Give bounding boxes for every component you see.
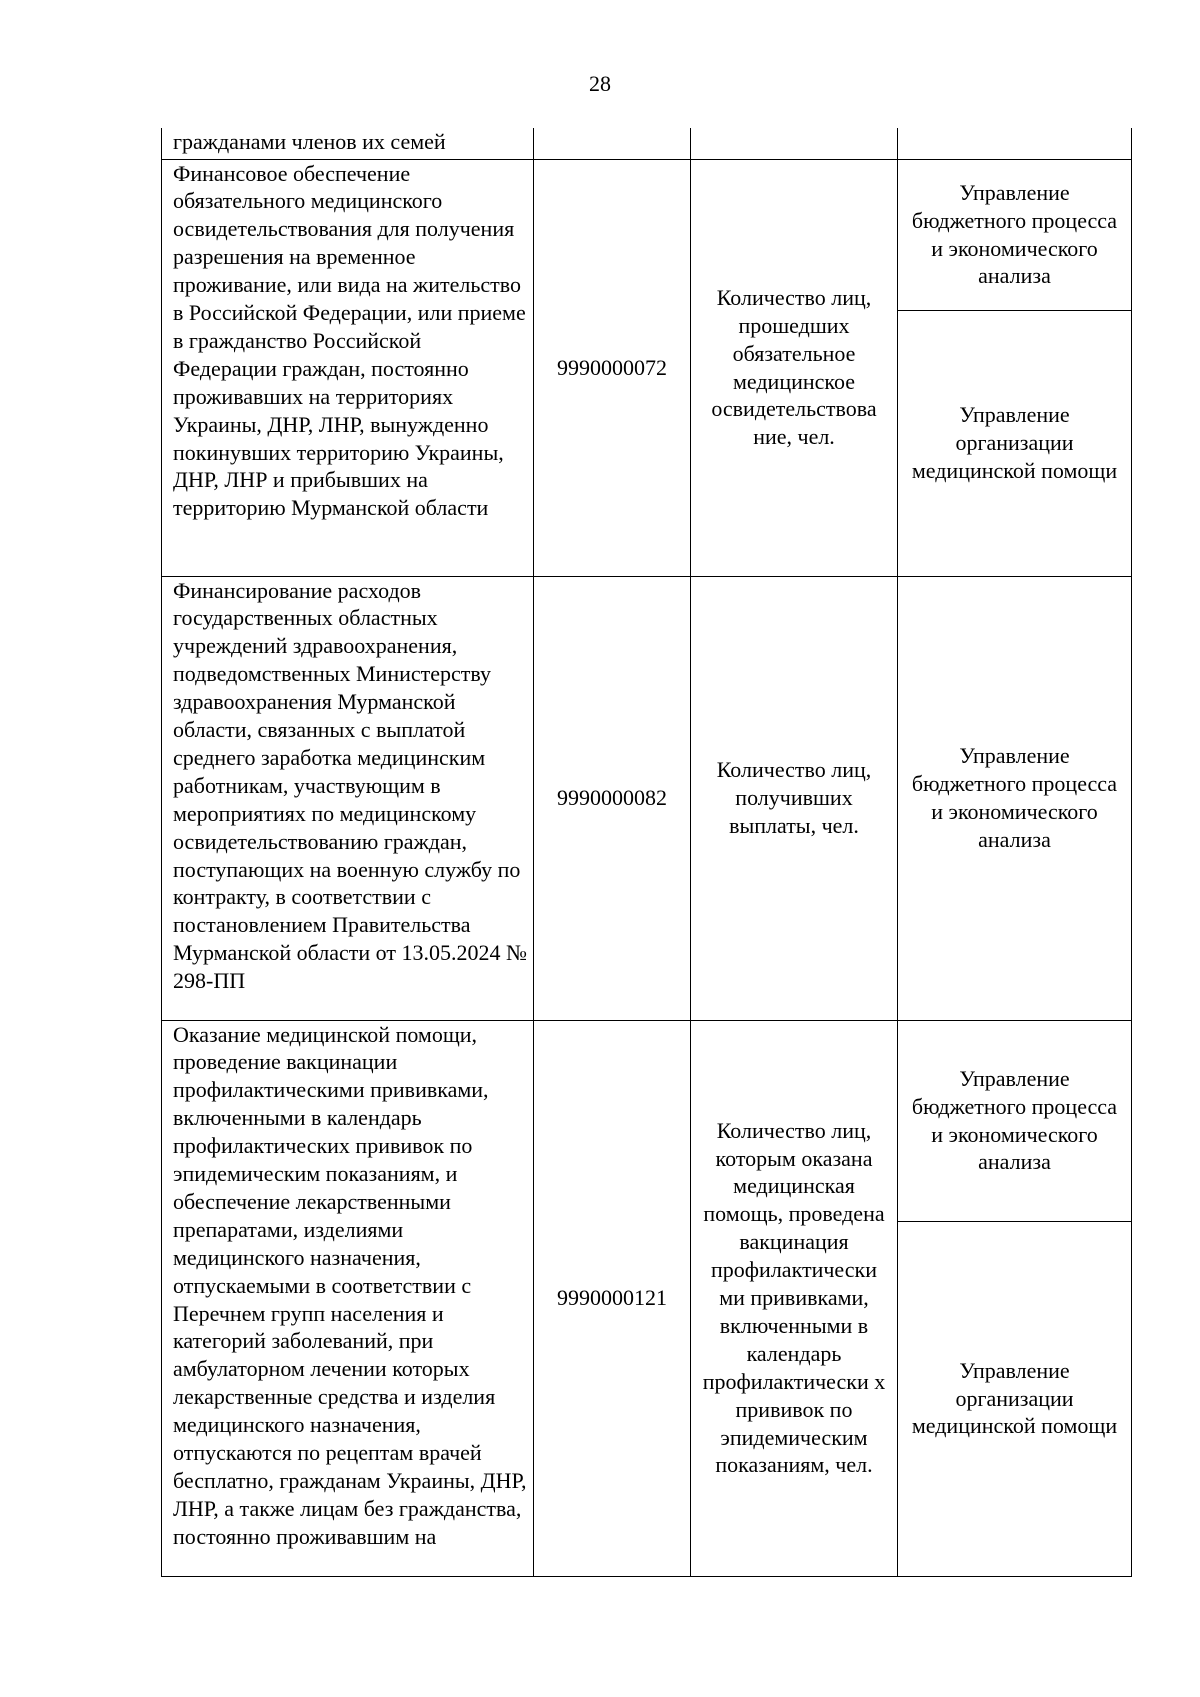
expense-name: Финансирование расходов государственных областных учреждений здравоохранения, подведомственных Министерству здравоохранения Мурманской области, связанных с выплатой среднего заработка медицинским работникам, участвующим в мероприятиях по медицинскому освидетельствованию граждан, поступающих на военную службу по контракту, в соответствии с постановлением Правительства Мурманской области от 13.05.2024 № 298-ПП — [173, 577, 527, 994]
indicator-text: Количество лиц, получивших выплаты, чел. — [716, 757, 872, 838]
responsible-cell — [898, 576, 1132, 1020]
indicator-text: Количество лиц, прошедших обязательное медицинское освидетельствова ние, чел. — [711, 284, 877, 450]
expense-name: Оказание медицинской помощи, проведение вакцинации профилактическими прививками, включенными в календарь профилактических прививок по эпидемическим показаниям, и обеспечение лекарственными препаратами, изделиями медицинского назначения, отпускаемыми в соответствии с Перечнем групп населения и категорий заболеваний, при амбулаторном лечении которых лекарственные средства и изделия медицинского назначения, отпускаются по рецептам врачей бесплатно, гражданам Украины, ДНР, ЛНР, а также лицам без гражданства, постоянно проживавшим на — [173, 1021, 527, 1549]
responsible-department: Управление бюджетного процесса и экономического анализа — [911, 1065, 1118, 1175]
indicator-cell — [691, 1020, 898, 1576]
expense-name-cell — [162, 128, 534, 159]
indicator-cell — [691, 128, 898, 159]
expense-name: Финансовое обеспечение обязательного медицинского освидетельствования для получения разрешения на временное проживание, или вида на жительство в Российской Федерации, или приеме в гражданство Российской Федерации граждан, постоянно проживавших на территориях Украины, ДНР, ЛНР, вынужденно покинувших территорию Украины, ДНР, ЛНР и прибывших на территорию Мурманской области — [173, 160, 526, 521]
responsible-department: Управление бюджетного процесса и экономического анализа — [911, 743, 1118, 852]
responsible-block — [898, 160, 1131, 311]
responsible-block — [898, 1222, 1131, 1576]
responsible-block — [898, 311, 1131, 576]
expense-name: гражданами членов их семей — [173, 129, 446, 154]
responsible-cell — [898, 159, 1132, 576]
expense-name-cell — [162, 159, 534, 576]
budget-code: 9990000121 — [557, 1285, 667, 1311]
page-number: 28 — [589, 71, 611, 96]
responsible-cell — [898, 128, 1132, 159]
budget-code: 9990000082 — [557, 785, 667, 811]
responsible-cell — [898, 1020, 1132, 1576]
budget-code-cell — [534, 128, 691, 159]
indicator-cell — [691, 159, 898, 576]
indicator-cell — [691, 576, 898, 1020]
expense-table — [161, 128, 1132, 1577]
indicator-text: Количество лиц, которым оказана медицинская помощь, проведена вакцинация профилактически ми прививками, включенными в календарь профилактически х прививок по эпидемическим показаниям, чел. — [702, 1117, 886, 1478]
budget-code-cell — [534, 576, 691, 1020]
responsible-department: Управление бюджетного процесса и экономического анализа — [911, 179, 1118, 289]
budget-code: 9990000072 — [557, 354, 667, 380]
expense-name-cell — [162, 1020, 534, 1576]
budget-code-cell — [534, 159, 691, 576]
table-row — [162, 1020, 1132, 1576]
table-row — [162, 159, 1132, 576]
table-row — [162, 128, 1132, 159]
responsible-block — [898, 1021, 1131, 1222]
responsible-department: Управление организации медицинской помощи — [911, 402, 1118, 483]
budget-code-cell — [534, 1020, 691, 1576]
expense-name-cell — [162, 576, 534, 1020]
responsible-department: Управление организации медицинской помощи — [911, 1357, 1118, 1439]
table-row — [162, 576, 1132, 1020]
